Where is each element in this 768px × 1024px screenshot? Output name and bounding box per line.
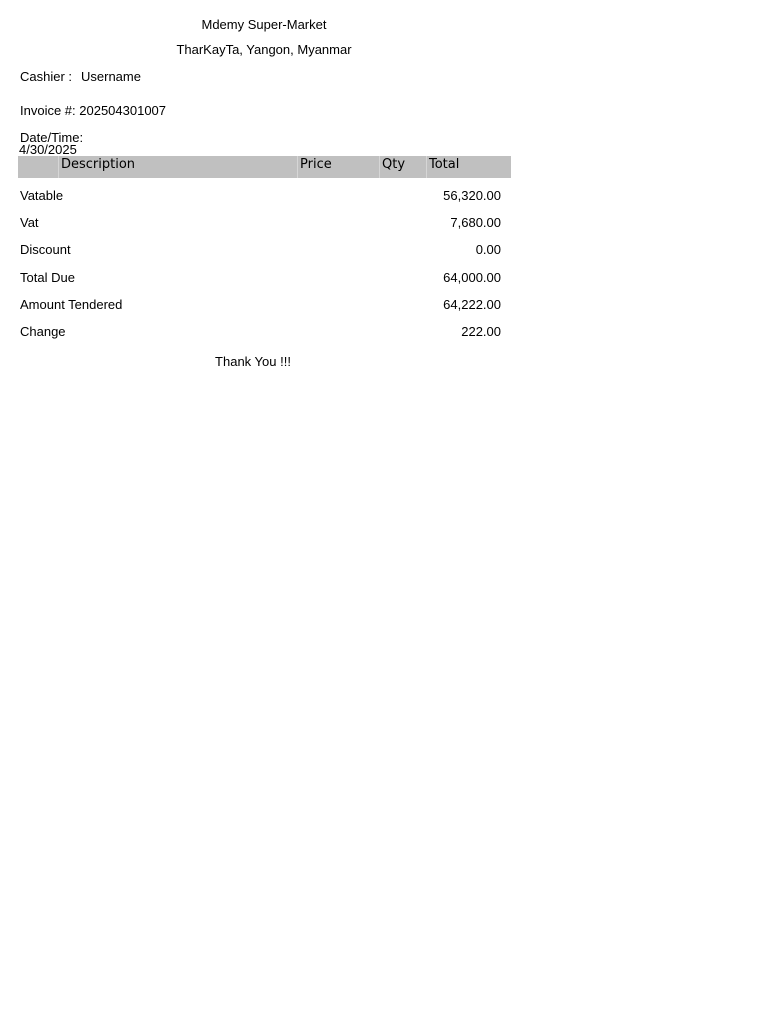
datetime-value-clip <box>19 143 139 154</box>
header-description: Description <box>61 157 136 172</box>
summary-label-total-due: Total Due <box>20 270 75 285</box>
summary-value-change: 222.00 <box>461 324 501 339</box>
summary-label-vat: Vat <box>20 215 39 230</box>
store-name: Mdemy Super-Market <box>201 17 327 32</box>
items-table-header <box>18 156 511 178</box>
header-separator <box>379 156 380 178</box>
summary-label-discount: Discount <box>20 242 71 257</box>
header-separator <box>426 156 427 178</box>
cashier-label: Cashier : <box>20 69 73 84</box>
header-price: Price <box>300 157 332 172</box>
invoice-number: Invoice #: 202504301007 <box>20 103 167 118</box>
thank-you-message: Thank You !!! <box>215 354 291 369</box>
header-separator <box>58 156 59 178</box>
summary-label-vatable: Vatable <box>20 188 64 203</box>
summary-value-vat: 7,680.00 <box>450 215 501 230</box>
datetime-label: Date/Time: <box>20 130 84 145</box>
summary-value-vatable: 56,320.00 <box>443 188 501 203</box>
summary-value-amount-tendered: 64,222.00 <box>443 297 501 312</box>
summary-value-discount: 0.00 <box>475 242 501 257</box>
summary-label-change: Change <box>20 324 66 339</box>
datetime-value: 4/30/2025 <box>19 143 77 154</box>
header-qty: Qty <box>382 157 406 172</box>
header-separator <box>297 156 298 178</box>
header-blank <box>18 156 58 178</box>
cashier-name: Username <box>81 69 141 84</box>
store-address: TharKayTa, Yangon, Myanmar <box>176 42 352 57</box>
summary-value-total-due: 64,000.00 <box>443 270 501 285</box>
summary-label-amount-tendered: Amount Tendered <box>20 297 123 312</box>
header-total: Total <box>429 157 460 172</box>
